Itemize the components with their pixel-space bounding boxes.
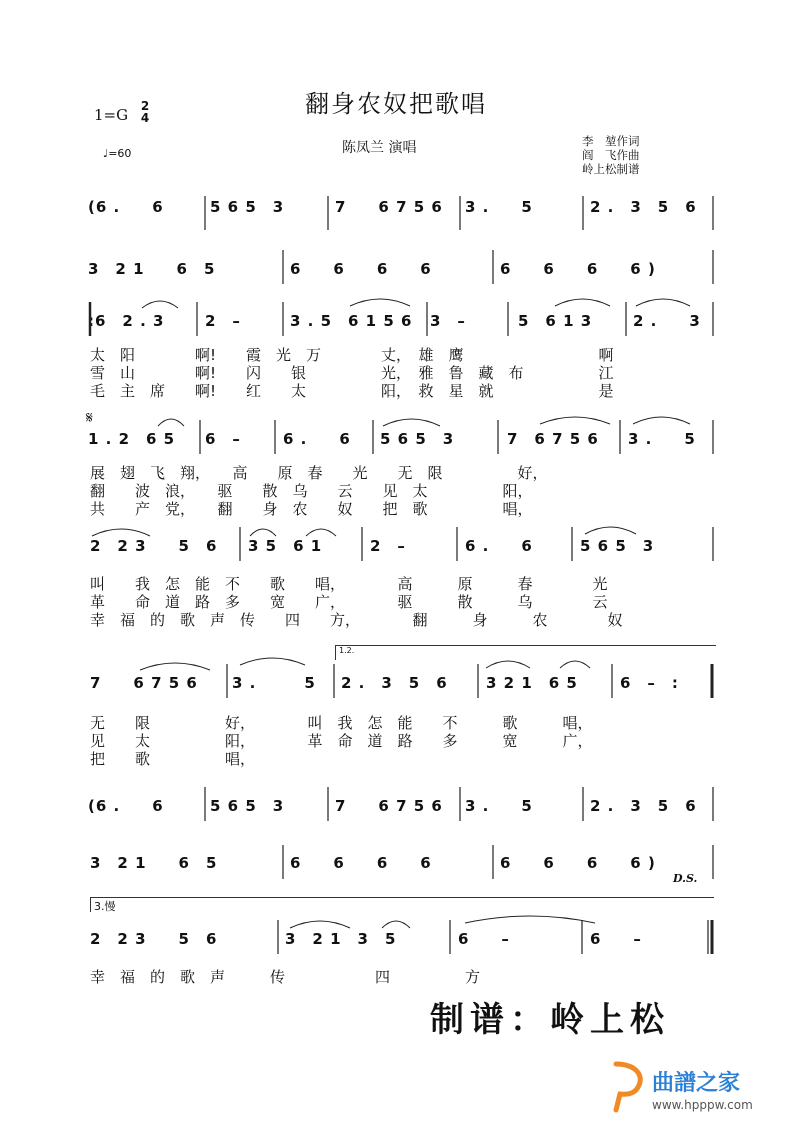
slur-arc	[306, 529, 336, 536]
slur-arc	[636, 299, 690, 306]
measure-notes: 2 2 3 5 6	[90, 930, 218, 948]
watermark-site-name: 曲譜之家	[652, 1071, 741, 1096]
meter-bottom: 4	[140, 111, 150, 125]
measure-notes: 3 . 5	[465, 797, 533, 815]
measure-notes: 3 2 1 3 5	[285, 930, 397, 948]
measure-notes: 6 –	[205, 430, 241, 448]
measure-notes: 6 6 6 6	[290, 260, 432, 278]
watermark-url: www.hpppw.com	[652, 1098, 753, 1112]
lyric-line: 见 太 阳， 革 命 道 路 多 宽 广，	[90, 732, 593, 750]
measure-notes: 2 –	[370, 537, 406, 555]
slur-arc	[140, 663, 210, 670]
slur-arc	[158, 419, 184, 426]
lyric-line: 展 翅 飞 翔， 高 原 春 光 无 限 好，	[90, 464, 548, 482]
measure-notes: 3 . 5	[628, 430, 696, 448]
measure-notes: 5 6 1 3	[518, 312, 593, 330]
composer-credit: 阎 飞作曲	[582, 148, 640, 162]
slur-arc	[350, 299, 410, 306]
measure-notes: 6 6 6 6 )	[500, 260, 656, 278]
slur-arc	[555, 299, 610, 306]
measure-notes: 2 . 3 5 6	[590, 797, 697, 815]
lyricist-credit: 李 堃作词	[582, 134, 640, 148]
slur-arc	[540, 417, 610, 424]
measure-notes: 3 5 6 1	[248, 537, 323, 555]
song-title: 翻身农奴把歌唱	[305, 90, 487, 118]
tempo-marking: ♩=60	[103, 147, 132, 160]
lyric-line: 叫 我 怎 能 不 歌 唱， 高 原 春 光	[90, 575, 608, 593]
slur-arc	[465, 916, 595, 923]
measure-notes: 5 6 5 3	[210, 797, 285, 815]
key-signature: 1=G	[94, 106, 129, 124]
measure-notes: 3 . 5 6 1 5 6	[290, 312, 413, 330]
measure-notes: 7 6 7 5 6	[335, 797, 443, 815]
measure-notes: 2 . 3	[633, 312, 701, 330]
lyric-line: 毛 主 席 啊! 红 太 阳， 救 星 就 是	[90, 382, 614, 400]
measure-notes: 3 –	[430, 312, 466, 330]
measure-notes: 2 . 3 5 6	[590, 198, 697, 216]
singer-credit: 陈凤兰 演唱	[342, 140, 417, 156]
lyric-line: 雪 山 啊! 闪 银 光， 雅 鲁 藏 布 江	[90, 364, 614, 382]
slur-arc	[486, 661, 530, 668]
measure-notes: 3 2 1 6 5	[486, 674, 578, 692]
slur-arc	[383, 419, 440, 426]
volta-3-bracket: 3.慢	[90, 897, 714, 912]
measure-notes: 1 . 2 6 5	[88, 430, 176, 448]
measure-notes: 6 6 6 6 )	[500, 854, 656, 872]
measure-notes: 7 6 7 5 6	[507, 430, 599, 448]
volta-1-2-bracket: 1.2.	[335, 645, 716, 660]
slur-arc	[142, 301, 178, 308]
lyric-line: 把 歌 唱，	[90, 750, 256, 768]
slur-arc	[92, 529, 150, 536]
watermark-logo-icon	[608, 1060, 648, 1114]
measure-notes: 6 – :	[620, 674, 679, 692]
slur-arc	[240, 658, 305, 665]
lyric-line: 幸 福 的 歌 声 传 四 方， 翻 身 农 奴	[90, 611, 623, 629]
measure-notes: 7 6 7 5 6	[90, 674, 198, 692]
measure-notes: 6 . 6	[465, 537, 533, 555]
slur-arc	[290, 921, 350, 928]
lyric-line: 革 命 道 路 多 宽 广， 驱 散 乌 云	[90, 593, 608, 611]
lyric-line: 无 限 好， 叫 我 怎 能 不 歌 唱，	[90, 714, 593, 732]
dal-segno-marking: D.S.	[673, 872, 698, 885]
measure-notes: 2 . 3 5 6	[341, 674, 448, 692]
transcriber-signature: 制谱：岭上松	[430, 1000, 670, 1040]
transcriber-credit: 岭上松制谱	[582, 162, 640, 176]
measure-notes: 2 2 3 5 6	[90, 537, 218, 555]
measure-notes: 5 6 5 3	[210, 198, 285, 216]
measure-notes: 6 –	[590, 930, 642, 948]
measure-notes: 6 6 6 6	[290, 854, 432, 872]
measure-notes: 6 . 6	[283, 430, 351, 448]
measure-notes: 5 6 5 3	[380, 430, 455, 448]
measure-notes: :6 2 . 3	[88, 312, 165, 330]
measure-notes: (6 . 6	[88, 198, 164, 216]
slur-arc	[560, 661, 590, 668]
lyric-line: 太 阳 啊! 霞 光 万 丈， 雄 鹰 啊	[90, 346, 614, 364]
measure-notes: 3 2 1 6 5	[88, 260, 216, 278]
slur-arc	[250, 529, 276, 536]
measure-notes: 2 –	[205, 312, 241, 330]
lyric-line: 翻 波 浪， 驱 散 乌 云 见 太 阳，	[90, 482, 533, 500]
slur-arc	[633, 417, 690, 424]
slur-arc	[382, 921, 410, 928]
measure-notes: 3 2 1 6 5	[90, 854, 218, 872]
lyric-line: 共 产 党， 翻 身 农 奴 把 歌 唱，	[90, 500, 533, 518]
segno-sign: 𝄋	[86, 408, 93, 427]
slur-arc	[585, 527, 636, 534]
lyric-line: 幸 福 的 歌 声 传 四 方	[90, 968, 481, 986]
measure-notes: 3 . 5	[465, 198, 533, 216]
measure-notes: 3 . 5	[232, 674, 316, 692]
measure-notes: (6 . 6	[88, 797, 164, 815]
measure-notes: 7 6 7 5 6	[335, 198, 443, 216]
measure-notes: 6 –	[458, 930, 510, 948]
meter-top: 2	[140, 99, 150, 113]
measure-notes: 5 6 5 3	[580, 537, 655, 555]
